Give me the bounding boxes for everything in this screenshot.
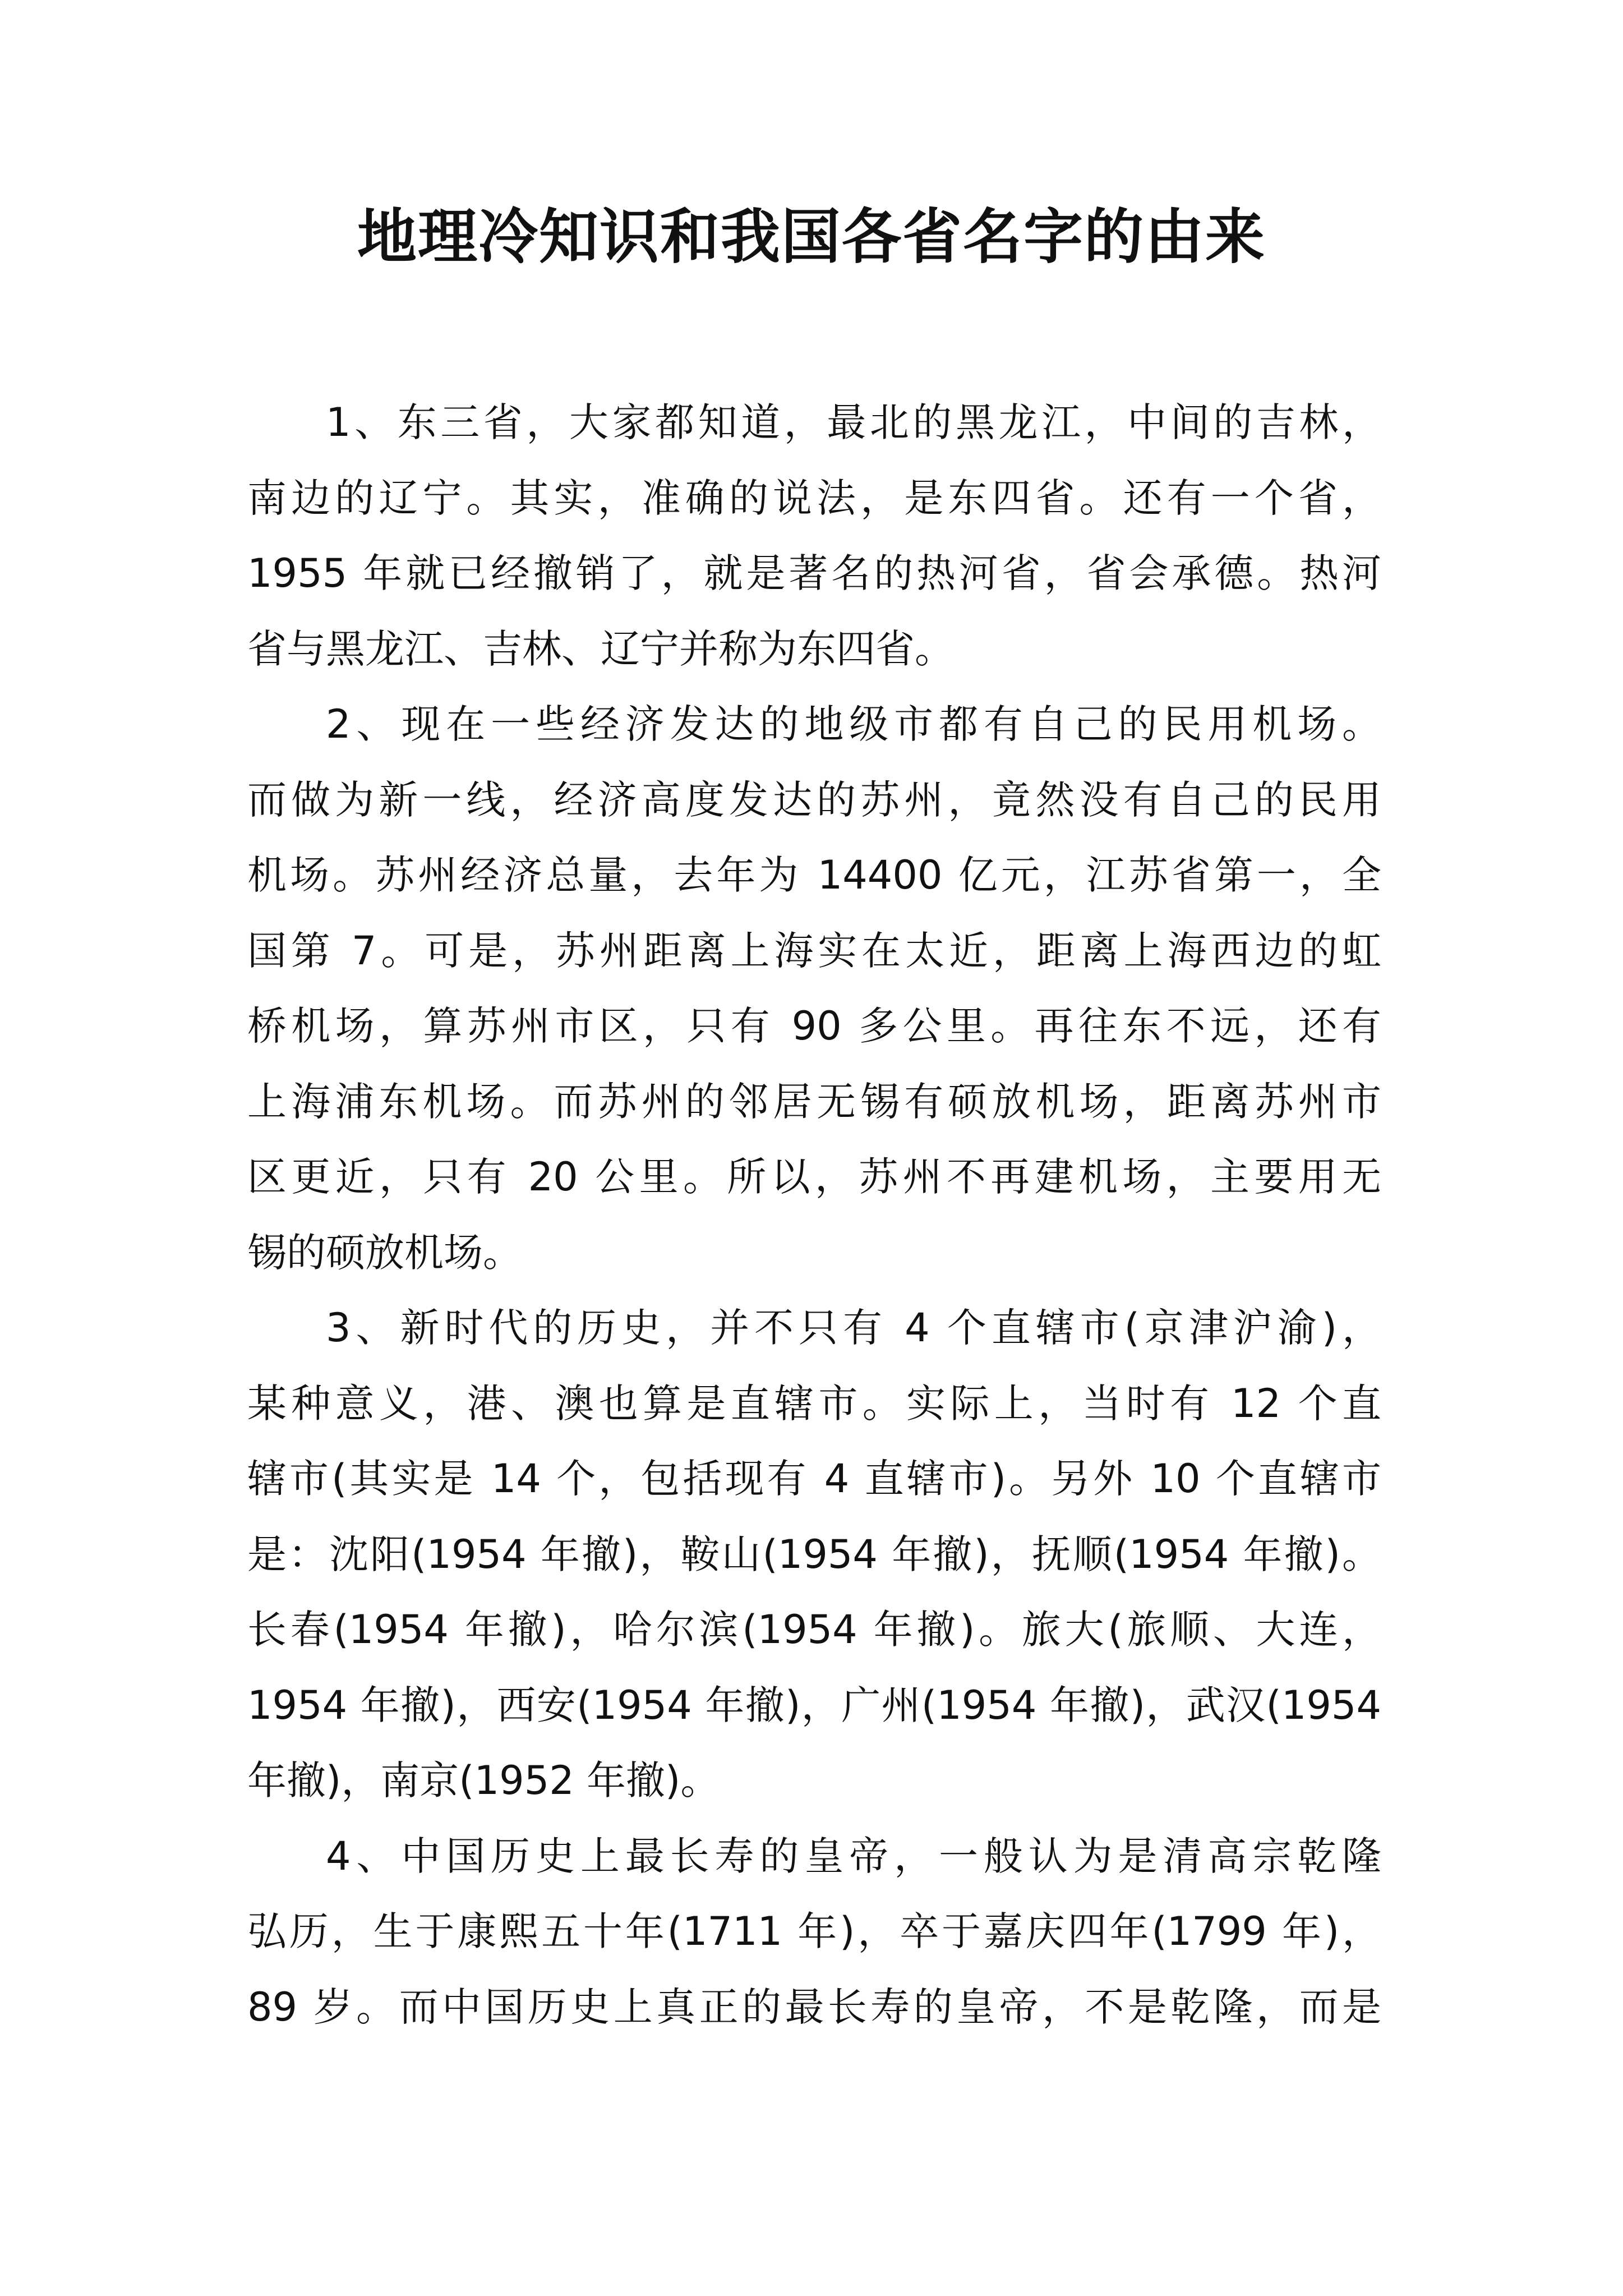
text-line: 是：沈阳(1954 年撤)，鞍山(1954 年撤)，抚顺(1954 年撤)。 — [247, 1531, 1381, 1577]
text-line: 89 岁。而中国历史上真正的最长寿的皇帝，不是乾隆，而是 — [247, 1984, 1381, 2030]
paragraph-3 — [247, 1290, 1381, 1819]
text-line: 长春(1954 年撤)，哈尔滨(1954 年撤)。旅大(旅顺、大连， — [247, 1607, 1381, 1653]
text-line: 4、中国历史上最长寿的皇帝，一般认为是清高宗乾隆 — [326, 1833, 1381, 1879]
text-line: 上海浦东机场。而苏州的邻居无锡有硕放机场，距离苏州市 — [247, 1078, 1381, 1125]
text-line: 南边的辽宁。其实，准确的说法，是东四省。还有一个省， — [247, 475, 1381, 521]
text-line: 辖市(其实是 14 个，包括现有 4 直辖市)。另外 10 个直辖市 — [247, 1456, 1381, 1502]
text-line: 2、现在一些经济发达的地级市都有自己的民用机场。 — [326, 701, 1381, 747]
text-line: 1954 年撤)，西安(1954 年撤)，广州(1954 年撤)，武汉(1954 — [247, 1682, 1381, 1728]
document-body — [247, 385, 1381, 2045]
text-line: 1955 年就已经撤销了，就是著名的热河省，省会承德。热河 — [247, 550, 1381, 596]
paragraph-1 — [247, 385, 1381, 687]
text-line: 区更近，只有 20 公里。所以，苏州不再建机场，主要用无 — [247, 1154, 1381, 1200]
text-line: 桥机场，算苏州市区，只有 90 多公里。再往东不远，还有 — [247, 1003, 1381, 1049]
text-line: 弘历，生于康熙五十年(1711 年)，卒于嘉庆四年(1799 年)， — [247, 1908, 1381, 1954]
text-line: 某种意义，港、澳也算是直辖市。实际上，当时有 12 个直 — [247, 1380, 1381, 1427]
paragraph-4 — [247, 1819, 1381, 2045]
paragraph-2 — [247, 687, 1381, 1290]
text-line: 锡的硕放机场。 — [247, 1229, 522, 1276]
text-line: 省与黑龙江、吉林、辽宁并称为东四省。 — [247, 625, 954, 672]
text-line: 3、新时代的历史，并不只有 4 个直辖市(京津沪渝)， — [326, 1305, 1381, 1351]
page-title: 地理冷知识和我国各省名字的由来 — [357, 201, 1266, 272]
text-line: 国第 7。可是，苏州距离上海实在太近，距离上海西边的虹 — [247, 927, 1381, 974]
text-line: 而做为新一线，经济高度发达的苏州，竟然没有自己的民用 — [247, 776, 1381, 823]
text-line: 机场。苏州经济总量，去年为 14400 亿元，江苏省第一，全 — [247, 852, 1381, 898]
text-line: 年撤)，南京(1952 年撤)。 — [247, 1757, 720, 1803]
text-line: 1、东三省，大家都知道，最北的黑龙江，中间的吉林， — [326, 399, 1381, 445]
